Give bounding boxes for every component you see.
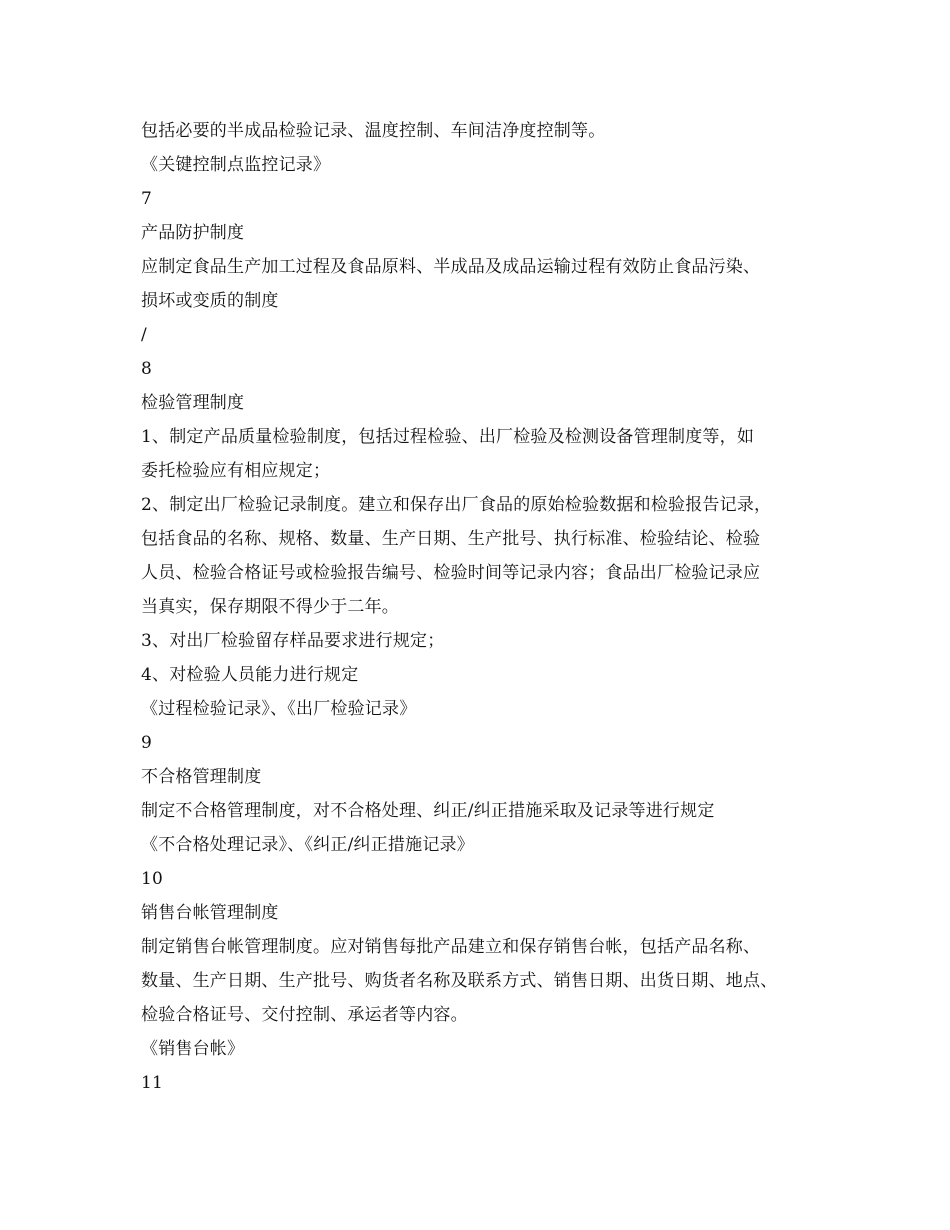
- text-line: 包括必要的半成品检验记录、温度控制、车间洁净度控制等。: [141, 121, 606, 141]
- section-heading: 产品防护制度: [141, 223, 245, 243]
- item-number: 10: [141, 869, 164, 889]
- text-line: 包括食品的名称、规格、数量、生产日期、生产批号、执行标准、检验结论、检验: [141, 529, 761, 549]
- text-line: 应制定食品生产加工过程及食品原料、半成品及成品运输过程有效防止食品污染、: [141, 257, 761, 277]
- section-heading: 销售台帐管理制度: [141, 903, 279, 923]
- item-number: 11: [141, 1073, 164, 1093]
- text-line: 委托检验应有相应规定；: [141, 461, 331, 481]
- record-reference: 《关键控制点监控记录》: [141, 155, 331, 175]
- item-number: 9: [141, 733, 153, 753]
- text-line: 损坏或变质的制度: [141, 291, 279, 311]
- text-line: 2、制定出厂检验记录制度。建立和保存出厂食品的原始检验数据和检验报告记录，: [141, 495, 772, 515]
- record-reference: /: [141, 325, 147, 345]
- text-line: 当真实，保存期限不得少于二年。: [141, 597, 399, 617]
- section-heading: 不合格管理制度: [141, 767, 262, 787]
- text-line: 1、制定产品质量检验制度，包括过程检验、出厂检验及检测设备管理制度等，如: [141, 427, 755, 447]
- record-reference: 《不合格处理记录》、《纠正/纠正措施记录》: [141, 835, 474, 855]
- item-number: 8: [141, 359, 153, 379]
- text-line: 制定销售台帐管理制度。应对销售每批产品建立和保存销售台帐，包括产品名称、: [141, 937, 761, 957]
- text-line: 数量、生产日期、生产批号、购货者名称及联系方式、销售日期、出货日期、地点、: [141, 971, 778, 991]
- section-heading: 检验管理制度: [141, 393, 245, 413]
- item-number: 7: [141, 189, 153, 209]
- document-body: [141, 114, 841, 1100]
- text-line: 3、对出厂检验留存样品要求进行规定；: [141, 631, 445, 651]
- text-line: 人员、检验合格证号或检验报告编号、检验时间等记录内容；食品出厂检验记录应: [141, 563, 761, 583]
- text-line: 检验合格证号、交付控制、承运者等内容。: [141, 1005, 468, 1025]
- text-line: 4、对检验人员能力进行规定: [141, 665, 359, 685]
- text-line: 制定不合格管理制度，对不合格处理、纠正/纠正措施采取及记录等进行规定: [141, 801, 715, 821]
- record-reference: 《过程检验记录》、《出厂检验记录》: [141, 699, 417, 719]
- record-reference: 《销售台帐》: [141, 1039, 245, 1059]
